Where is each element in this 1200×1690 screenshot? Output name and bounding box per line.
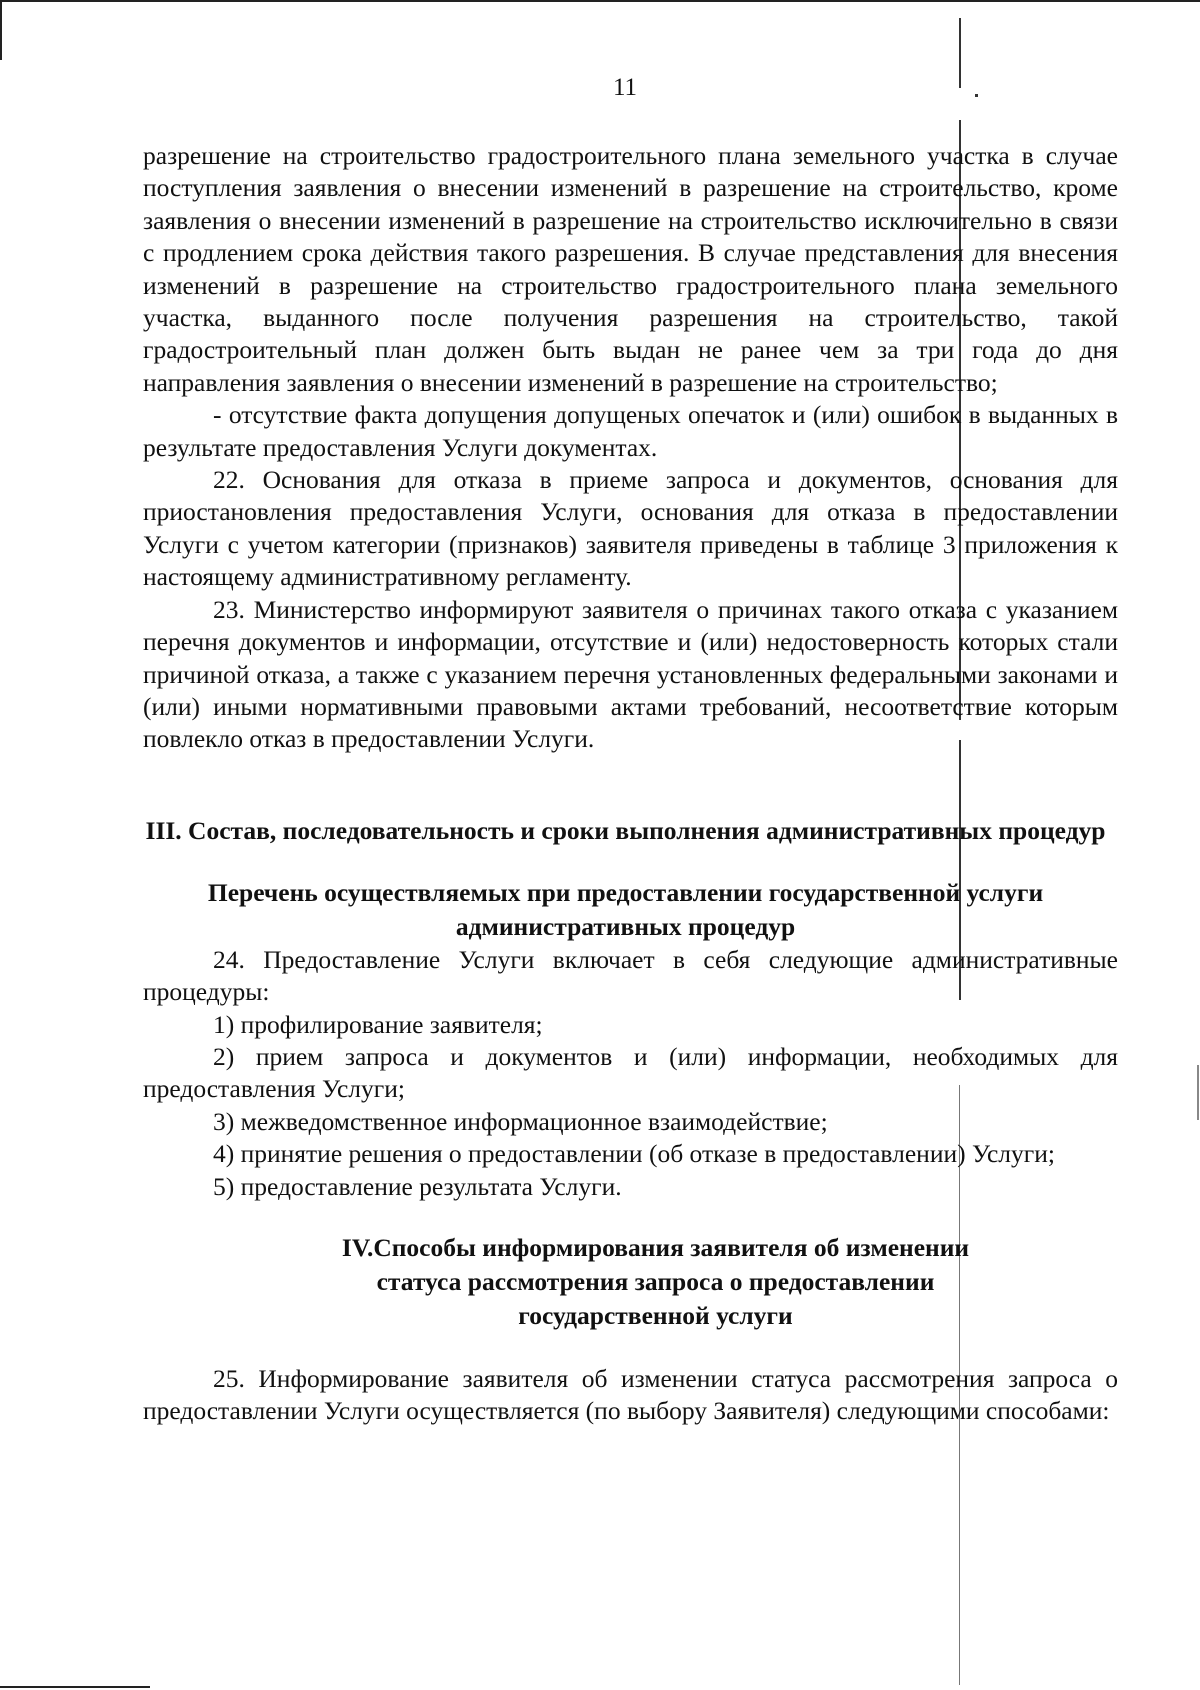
paragraph-continued: разрешение на строительство градостроительного плана земельного участка в случае поступления заявления о внесении изменений в разрешение на строительство, кроме заявления о внесении изменений в разрешение на строительство исключительно в связи с продлением срока действия такого разрешения. В случае представления для внесения изменений в разрешение на строительство градостроительного плана земельного участка, выданного после получения разрешения на строительство, такой градостроительный план должен быть выдан не ранее чем за три года до дня направления заявления о внесении изменений в разрешение на строительство; xyxy=(143,141,1118,397)
list-item: 2) прием запроса и документов и (или) информации, необходимых для предоставления Услуги; xyxy=(143,1041,1118,1104)
paragraph-no-typos: - отсутствие факта допущения допущеных опечаток и (или) ошибок в выданных в результате предоставления Услуги документах. xyxy=(143,400,1118,462)
page-edge-top xyxy=(0,0,1200,2)
section-3-title: III. Состав, последовательность и сроки выполнения административных процедур xyxy=(145,815,1106,845)
section-3-subtitle: Перечень осуществляемых при предоставлении государственной услуги административных процедур xyxy=(207,877,1044,941)
paragraph-25: 25. Информирование заявителя об изменении статуса рассмотрения запроса о предоставлении Услуги осуществляется (по выбору Заявителя) следующими способами: xyxy=(143,1363,1118,1426)
page-edge-bottom xyxy=(0,1686,150,1688)
list-item: 5) предоставление результата Услуги. xyxy=(213,1171,622,1201)
paragraph-23: 23. Министерство информируют заявителя о причинах такого отказа с указанием перечня документов и информации, отсутствие и (или) недостоверность которых стали причиной отказа, а также с указанием перечня установленных федеральными законами и (или) иными нормативными правовыми актами требований, несоответствие которым повлекло отказ в предоставлении Услуги. xyxy=(143,594,1118,754)
page-number: 11 xyxy=(612,74,638,101)
section-4-title: IV.Способы информирования заявителя об изменении статуса рассмотрения запроса о предоставлении государственной услуги xyxy=(341,1232,970,1330)
list-item: 3) межведомственное информационное взаимодействие; xyxy=(213,1106,828,1136)
list-item: 4) принятие решения о предоставлении (об отказе в предоставлении) Услуги; xyxy=(213,1139,1055,1169)
page-edge-left xyxy=(0,0,2,60)
document-body xyxy=(143,140,1118,1428)
paragraph-24: 24. Предоставление Услуги включает в себя следующие административные процедуры: xyxy=(143,944,1118,1007)
right-edge-mark xyxy=(1197,1065,1199,1120)
paragraph-22: 22. Основания для отказа в приеме запроса и документов, основания для приостановления предоставления Услуги, основания для отказа в предоставлении Услуги с учетом категории (признаков) заявителя приведены в таблице 3 приложения к настоящему административному регламенту. xyxy=(143,465,1118,592)
list-item: 1) профилирование заявителя; xyxy=(213,1009,543,1039)
